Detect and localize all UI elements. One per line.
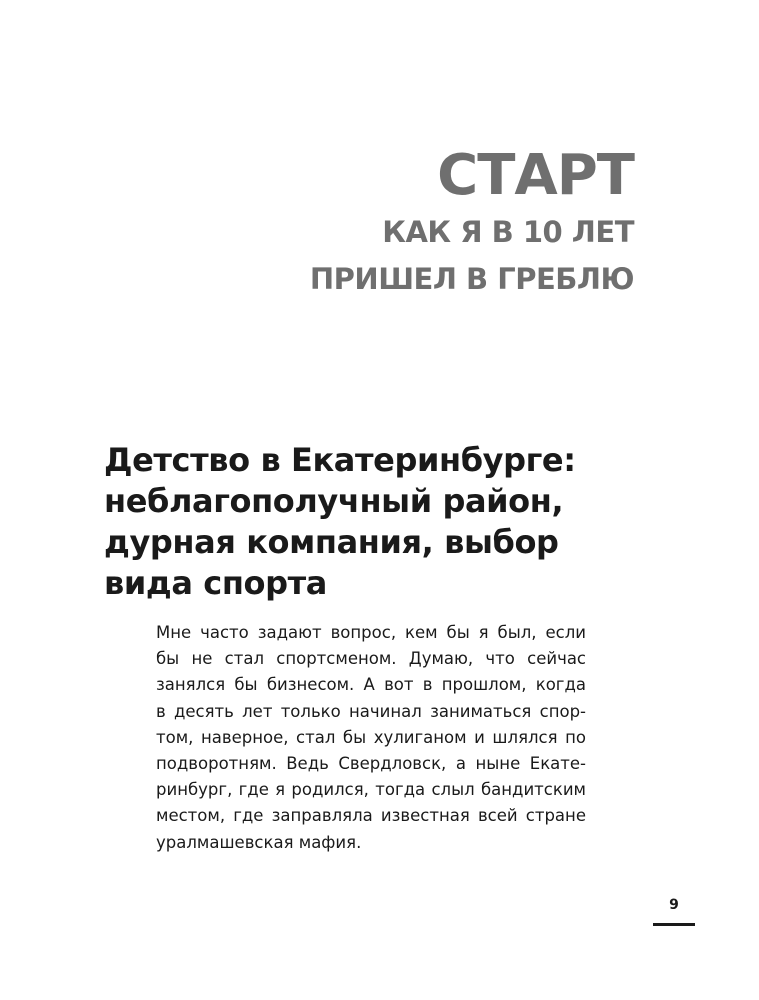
body-line: бы не стал спортсменом. Думаю, что сейчас <box>156 649 586 669</box>
section-heading <box>104 440 624 604</box>
body-line: местом, где заправляла известная всей стране <box>156 806 586 826</box>
body-line: Мне часто задают вопрос, кем бы я был, если <box>156 623 586 642</box>
chapter-subtitle-line-2: ПРИШЕЛ В ГРЕБЛЮ <box>309 262 634 296</box>
page-number: 9 <box>669 897 679 913</box>
body-line: том, наверное, стал бы хулиганом и шлялся по <box>156 727 586 747</box>
chapter-header <box>310 143 634 303</box>
section-heading-line: дурная компания, выбор <box>104 523 559 561</box>
body-line: ринбург, где я родился, тогда слыл бандитским <box>156 780 586 800</box>
section-heading-line: Детство в Екатеринбурге: <box>104 441 576 479</box>
section-heading-line: неблагополучный район, <box>104 482 564 520</box>
body-line: уралмашевская мафия. <box>156 832 362 852</box>
body-line: подворотням. Ведь Свердловск, а ныне Екате- <box>156 754 586 774</box>
body-line: занялся бы бизнесом. А вот в прошлом, когда <box>156 675 586 695</box>
page-number-rule <box>653 923 695 926</box>
section-heading-line: вида спорта <box>104 564 327 602</box>
chapter-subtitle-line-1: КАК Я В 10 ЛЕТ <box>382 215 634 249</box>
body-line: в десять лет только начинал заниматься спор- <box>156 701 586 721</box>
body-paragraph <box>156 620 586 856</box>
chapter-title: СТАРТ <box>437 143 634 208</box>
